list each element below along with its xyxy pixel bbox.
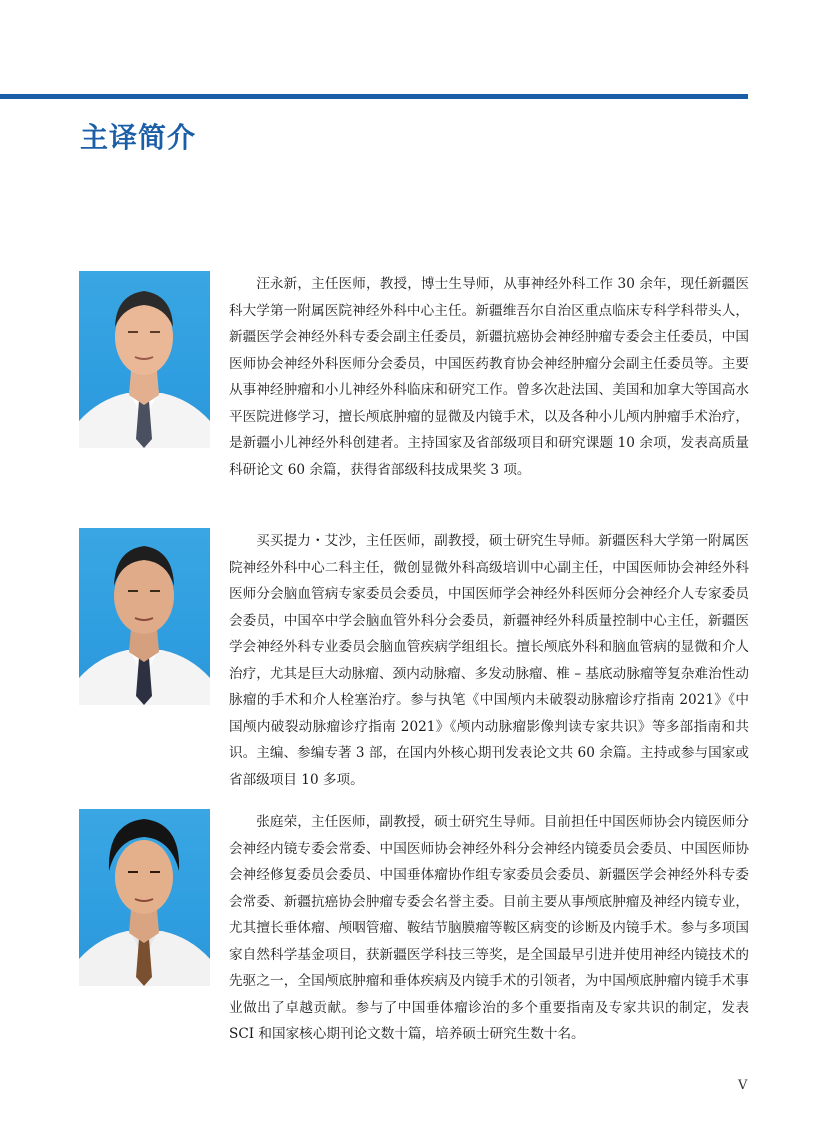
bio-text: 买买提力・艾沙，主任医师，副教授，硕士研究生导师。新疆医科大学第一附属医院神经外科中心二科主任，微创显微外科高级培训中心副主任，中国医师协会神经外科医师分会脑血管病专家委员会委员，中国医师学会神经外科医师分会神经介人专家委员会委员，中国卒中学会脑血管外科分会委员，新疆神经外科质量控制中心主任，新疆医学会神经外科专业委员会脑血管疾病学组组长。擅长颅底外科和脑血管病的显微和介人治疗，尤其是巨大动脉瘤、颈内动脉瘤、多发动脉瘤、椎 – 基底动脉瘤等复杂难治性动脉瘤的手术和介人栓塞治疗。参与执笔《中国颅内未破裂动脉瘤诊疗指南 2021》《中国颅内破裂动脉瘤诊疗指南 2021》《颅内动脉瘤影像判读专家共识》等多部指南和共识。主编、参编专著 3 部，在国内外核心期刊发表论文共 60 余篇。主持或参与国家或省部级项目 10 多项。 bbox=[229, 533, 749, 788]
bio-text: 汪永新，主任医师，教授，博士生导师，从事神经外科工作 30 余年，现任新疆医科大学第一附属医院神经外科中心主任。新疆维吾尔自治区重点临床专科学科带头人，新疆医学会神经外科专委会副主任委员，新疆抗癌协会神经肿瘤专委会主任委员，中国医师协会神经外科医师分会委员，中国医药教育协会神经肿瘤分会副主任委员等。主要从事神经肿瘤和小儿神经外科临床和研究工作。曾多次赴法国、美国和加拿大等国高水平医院进修学习，擅长颅底肿瘤的显微及内镜手术，以及各种小儿颅内肿瘤手术治疗，是新疆小儿神经外科创建者。主持国家及省部级项目和研究课题 10 余项，发表高质量科研论文 60 余篇，获得省部级科技成果奖 3 项。 bbox=[229, 276, 749, 478]
portrait-photo bbox=[79, 271, 210, 448]
page-number: V bbox=[738, 1078, 748, 1093]
portrait-photo bbox=[79, 809, 210, 986]
section-title: 主译简介 bbox=[80, 121, 197, 154]
bio-text: 张庭荣，主任医师，副教授，硕士研究生导师。目前担任中国医师协会内镜医师分会神经内镜专委会常委、中国医师协会神经外科分会神经内镜委员会委员、中国医师协会神经修复委员会委员、中国垂体瘤协作组专家委员会委员、新疆医学会神经外科专委会常委、新疆抗癌协会肿瘤专委会名誉主委。目前主要从事颅底肿瘤及神经内镜专业，尤其擅长垂体瘤、颅咽管瘤、鞍结节脑膜瘤等鞍区病变的诊断及内镜手术。参与多项国家自然科学基金项目，获新疆医学科技三等奖，是全国最早引进并使用神经内镜技术的先驱之一，全国颅底肿瘤和垂体疾病及内镜手术的引领者，为中国颅底肿瘤内镜手术事业做出了卓越贡献。参与了中国垂体瘤诊治的多个重要指南及专家共识的制定，发表 SCI 和国家核心期刊论文数十篇，培养硕士研究生数十名。 bbox=[229, 814, 749, 1042]
portrait-photo bbox=[79, 528, 210, 705]
header-rule bbox=[0, 94, 748, 99]
